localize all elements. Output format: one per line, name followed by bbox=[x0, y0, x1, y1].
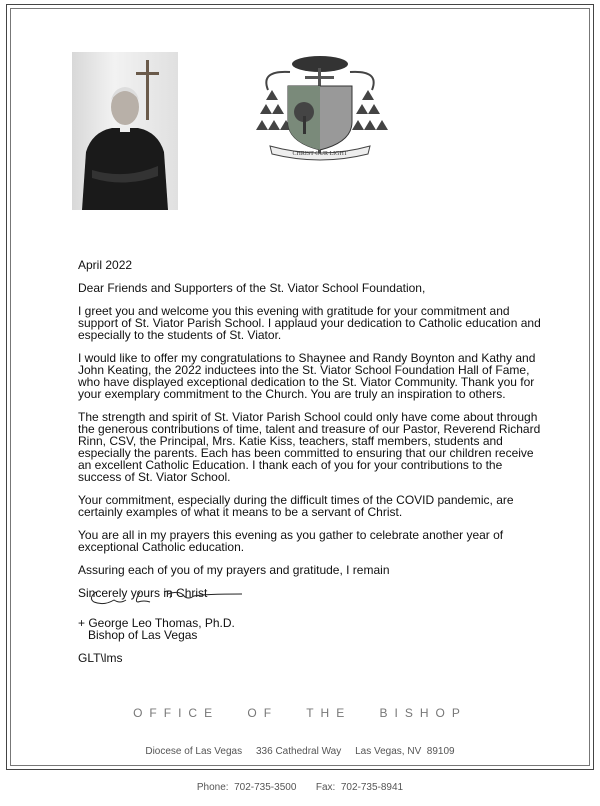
letter-closing: Sincerely yours in Christ bbox=[78, 586, 208, 600]
signer-title: Bishop of Las Vegas bbox=[78, 628, 198, 642]
letter-paragraph: I greet you and welcome you this evening with gratitude for your commitment and support of St. Viator Parish School. I applaud your dedication to Catholic education and especially to the students of St. Viator. bbox=[78, 304, 541, 342]
letter-paragraph: You are all in my prayers this evening as you gather to celebrate another year of exceptional Catholic education. bbox=[78, 528, 504, 554]
signature bbox=[84, 588, 244, 608]
address-line: Diocese of Las Vegas 336 Cathedral Way Las Vegas, NV 89109 bbox=[145, 746, 455, 757]
bishop-photo bbox=[72, 52, 178, 210]
letter-paragraph: I would like to offer my congratulations to Shaynee and Randy Boynton and Kathy and John Keating, the 2022 inductees into the St. Viator School Foundation Hall of Fame, who have displayed exceptional dedication to the St. Viator Community. Thank you for your exemplary commitment to the Church. You are truly an inspiration to others. bbox=[78, 351, 536, 401]
letter-paragraph: Your commitment, especially during the difficult times of the COVID pandemic, are certainly examples of what it means to be a servant of Christ. bbox=[78, 493, 514, 519]
letter-initials: GLT\lms bbox=[78, 651, 123, 665]
footer-address bbox=[0, 722, 600, 806]
coat-of-arms bbox=[250, 50, 390, 170]
contact-line: Phone: 702-735-3500 Fax: 702-735-8941 bbox=[196, 782, 404, 793]
letter-date: April 2022 bbox=[78, 258, 133, 272]
crest-motto: CHRIST OUR LIGHT bbox=[292, 151, 348, 157]
letter-paragraph: The strength and spirit of St. Viator Parish School could only have come about through the generous contributions of time, talent and treasure of our Pastor, Reverend Richard Rinn, CSV, the Principal, Mrs. Katie Kiss, teachers, staff members, students and especially the parents. Each has been committed to ensuring that our children receive an excellent Catholic Education. I thank each of you for your contributions to the success of St. Viator School. bbox=[78, 410, 541, 484]
letter-paragraph: Assuring each of you of my prayers and gratitude, I remain bbox=[78, 563, 390, 577]
office-heading: OFFICE OF THE BISHOP bbox=[133, 706, 467, 720]
signer-name: + George Leo Thomas, Ph.D. bbox=[78, 616, 235, 630]
letter-salutation: Dear Friends and Supporters of the St. Viator School Foundation, bbox=[78, 281, 426, 295]
letter-body bbox=[78, 259, 558, 675]
